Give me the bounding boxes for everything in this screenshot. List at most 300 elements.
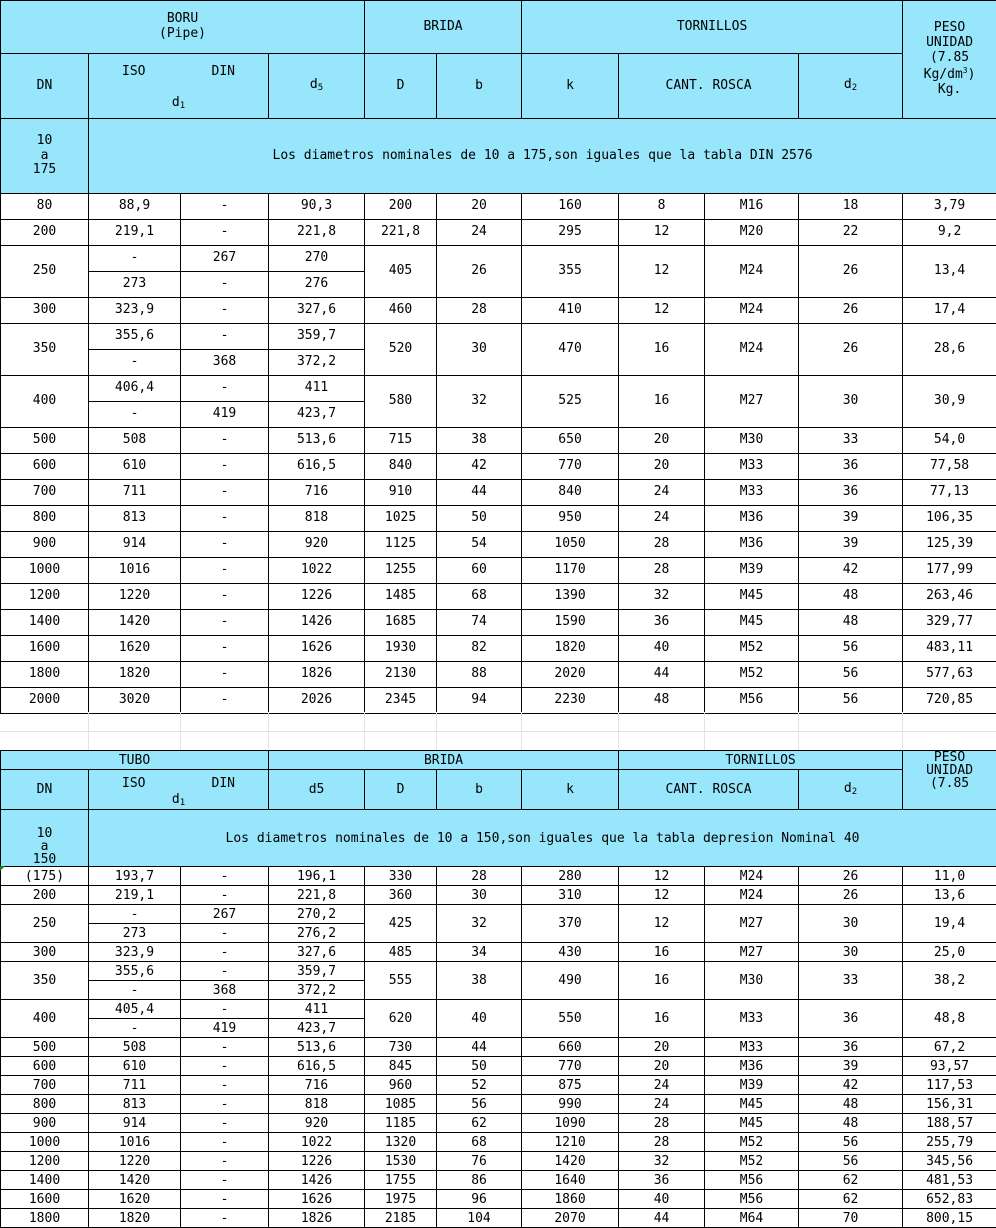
header-din: DIN [211, 64, 235, 80]
cell-rosca: M24 [705, 886, 799, 905]
cell-b: 52 [437, 1076, 522, 1095]
cell-d5: 818 [269, 1095, 365, 1114]
cell-d2: 56 [799, 636, 903, 662]
cell-D: 840 [365, 454, 437, 480]
cell-b: 38 [437, 428, 522, 454]
cell-cant: 24 [619, 1076, 705, 1095]
cell-d2: 56 [799, 1133, 903, 1152]
cell-d2: 30 [799, 943, 903, 962]
cell-dn: 350 [1, 324, 89, 376]
cell-dn: 800 [1, 506, 89, 532]
table-row [1, 867, 996, 886]
header-d5: d5 [269, 770, 365, 810]
cell-rosca: M24 [705, 246, 799, 298]
table-row [1, 532, 996, 558]
cell-cant: 16 [619, 376, 705, 428]
cell-b: 62 [437, 1114, 522, 1133]
cell-d2: 39 [799, 532, 903, 558]
cell-cant: 24 [619, 506, 705, 532]
cell-peso: 67,2 [903, 1038, 996, 1057]
cell-k: 410 [522, 298, 619, 324]
cell-iso: 610 [89, 1057, 181, 1076]
cell-d5: 1022 [269, 558, 365, 584]
cell-dn: 200 [1, 220, 89, 246]
cell-D: 1255 [365, 558, 437, 584]
cell-peso: 483,11 [903, 636, 996, 662]
cell-rosca: M45 [705, 610, 799, 636]
cell-k: 1210 [522, 1133, 619, 1152]
cell-d5: 423,7 [269, 1019, 365, 1038]
cell-k: 430 [522, 943, 619, 962]
cell-d5: 1626 [269, 1190, 365, 1209]
cell-d2: 56 [799, 1152, 903, 1171]
cell-rosca: M33 [705, 480, 799, 506]
cell-iso: 813 [89, 1095, 181, 1114]
cell-d5: 1826 [269, 662, 365, 688]
cell-d2: 36 [799, 480, 903, 506]
cell-k: 660 [522, 1038, 619, 1057]
cell-k: 875 [522, 1076, 619, 1095]
cell-b: 86 [437, 1171, 522, 1190]
cell-iso: 711 [89, 1076, 181, 1095]
cell-iso: 711 [89, 480, 181, 506]
cell-b: 32 [437, 905, 522, 943]
cell-d5: 1226 [269, 584, 365, 610]
cell-dn: 1200 [1, 584, 89, 610]
cell-din: - [181, 324, 269, 350]
cell-k: 1860 [522, 1190, 619, 1209]
cell-d5: 818 [269, 506, 365, 532]
cell-dn: 350 [1, 962, 89, 1000]
table-row [1, 1057, 996, 1076]
cell-D: 910 [365, 480, 437, 506]
cell-k: 2230 [522, 688, 619, 714]
cell-din: - [181, 962, 269, 981]
cell-peso: 481,53 [903, 1171, 996, 1190]
header-iso: ISO [122, 64, 146, 80]
cell-rosca: M33 [705, 1000, 799, 1038]
cell-din: - [181, 584, 269, 610]
cell-k: 490 [522, 962, 619, 1000]
cell-k: 470 [522, 324, 619, 376]
cell-iso: 323,9 [89, 298, 181, 324]
cell-din: - [181, 1114, 269, 1133]
cell-cant: 20 [619, 1057, 705, 1076]
cell-b: 68 [437, 1133, 522, 1152]
table-row [1, 1038, 996, 1057]
cell-peso: 28,6 [903, 324, 996, 376]
cell-dn: 1000 [1, 1133, 89, 1152]
cell-d5: 1022 [269, 1133, 365, 1152]
cell-iso: 3020 [89, 688, 181, 714]
table-row [1, 506, 996, 532]
cell-peso: 48,8 [903, 1000, 996, 1038]
cell-d5: 920 [269, 1114, 365, 1133]
cell-din: - [181, 220, 269, 246]
cell-cant: 32 [619, 584, 705, 610]
cell-cant: 40 [619, 1190, 705, 1209]
cell-d2: 62 [799, 1171, 903, 1190]
cell-iso: 914 [89, 1114, 181, 1133]
cell-d5: 2026 [269, 688, 365, 714]
cell-b: 44 [437, 480, 522, 506]
cell-iso: 610 [89, 454, 181, 480]
cell-din: - [181, 1190, 269, 1209]
header-pipe-label: BORU [166, 11, 199, 27]
cell-din: - [181, 480, 269, 506]
cell-peso: 30,9 [903, 376, 996, 428]
table-row [1, 662, 996, 688]
cell-peso: 177,99 [903, 558, 996, 584]
cell-peso: 577,63 [903, 662, 996, 688]
cell-peso: 25,0 [903, 943, 996, 962]
cell-peso: 106,35 [903, 506, 996, 532]
cell-b: 50 [437, 1057, 522, 1076]
header-bolts: TORNILLOS [619, 751, 903, 770]
cell-cant: 12 [619, 886, 705, 905]
cell-iso: 406,4 [89, 376, 181, 402]
cell-iso: 508 [89, 428, 181, 454]
header-din: DIN [211, 775, 235, 791]
cell-D: 2345 [365, 688, 437, 714]
cell-iso: 1620 [89, 636, 181, 662]
table-row [1, 610, 996, 636]
cell-dn: 1800 [1, 662, 89, 688]
cell-din: 368 [181, 350, 269, 376]
cell-iso: 1220 [89, 1152, 181, 1171]
cell-d2: 48 [799, 1095, 903, 1114]
cell-iso: 1016 [89, 1133, 181, 1152]
table-row [1, 376, 996, 402]
cell-peso: 720,85 [903, 688, 996, 714]
header-weight-line3: (7.85 [929, 50, 970, 66]
cell-cant: 40 [619, 636, 705, 662]
cell-rosca: M36 [705, 532, 799, 558]
cell-d2: 26 [799, 324, 903, 376]
cell-cant: 20 [619, 1038, 705, 1057]
cell-rosca: M45 [705, 1114, 799, 1133]
cell-rosca: M56 [705, 688, 799, 714]
header-D: D [365, 54, 437, 119]
cell-b: 28 [437, 298, 522, 324]
cell-din: - [181, 376, 269, 402]
cell-d2: 18 [799, 194, 903, 220]
table-row [1, 905, 996, 924]
cell-d5: 270,2 [269, 905, 365, 924]
header-iso: ISO [122, 775, 146, 791]
cell-iso: 273 [89, 272, 181, 298]
empty-rows [0, 712, 996, 750]
cell-dn: 500 [1, 428, 89, 454]
cell-b: 34 [437, 943, 522, 962]
cell-b: 30 [437, 886, 522, 905]
cell-rosca: M45 [705, 584, 799, 610]
cell-d5: 359,7 [269, 962, 365, 981]
cell-dn: 80 [1, 194, 89, 220]
cell-dn: 500 [1, 1038, 89, 1057]
cell-peso: 652,83 [903, 1190, 996, 1209]
cell-d2: 48 [799, 1114, 903, 1133]
cell-D: 221,8 [365, 220, 437, 246]
cell-din: - [181, 636, 269, 662]
cell-rosca: M27 [705, 376, 799, 428]
cell-d5: 221,8 [269, 886, 365, 905]
table-row [1, 454, 996, 480]
cell-rosca: M16 [705, 194, 799, 220]
cell-dn: 1000 [1, 558, 89, 584]
cell-din: - [181, 867, 269, 886]
cell-D: 405 [365, 246, 437, 298]
cell-k: 840 [522, 480, 619, 506]
table-row [1, 246, 996, 272]
header-weight-line1: PESO [933, 750, 966, 765]
cell-iso: 323,9 [89, 943, 181, 962]
cell-d2: 70 [799, 1209, 903, 1228]
cell-din: - [181, 298, 269, 324]
table-row [1, 324, 996, 350]
cell-dn: 700 [1, 480, 89, 506]
table-row [1, 1076, 996, 1095]
cell-b: 68 [437, 584, 522, 610]
cell-peso: 188,57 [903, 1114, 996, 1133]
cell-k: 160 [522, 194, 619, 220]
cell-cant: 24 [619, 1095, 705, 1114]
cell-dn: 2000 [1, 688, 89, 714]
table-row [1, 886, 996, 905]
note-text: Los diametros nominales de 10 a 150,son iguales que la tabla depresion Nominal 40 [89, 810, 996, 867]
cell-k: 550 [522, 1000, 619, 1038]
cell-iso: 219,1 [89, 220, 181, 246]
table-row [1, 943, 996, 962]
cell-dn: 250 [1, 905, 89, 943]
note-dn-range: 10 a 175 [1, 119, 89, 194]
cell-k: 310 [522, 886, 619, 905]
cell-iso: 508 [89, 1038, 181, 1057]
cell-peso: 13,6 [903, 886, 996, 905]
cell-b: 30 [437, 324, 522, 376]
cell-dn: 800 [1, 1095, 89, 1114]
cell-din: - [181, 1057, 269, 1076]
cell-rosca: M36 [705, 1057, 799, 1076]
cell-rosca: M56 [705, 1171, 799, 1190]
cell-d2: 39 [799, 1057, 903, 1076]
cell-k: 1170 [522, 558, 619, 584]
table-row [1, 1133, 996, 1152]
cell-din: 368 [181, 981, 269, 1000]
cell-rosca: M30 [705, 962, 799, 1000]
cell-din: - [181, 1133, 269, 1152]
cell-b: 44 [437, 1038, 522, 1057]
header-bolts: TORNILLOS [522, 1, 903, 54]
cell-d5: 221,8 [269, 220, 365, 246]
cell-D: 730 [365, 1038, 437, 1057]
cell-din: - [181, 610, 269, 636]
table-row [1, 1190, 996, 1209]
cell-d5: 411 [269, 1000, 365, 1019]
cell-d5: 276 [269, 272, 365, 298]
cell-rosca: M45 [705, 1095, 799, 1114]
table-row [1, 1152, 996, 1171]
cell-cant: 12 [619, 220, 705, 246]
cell-d5: 423,7 [269, 402, 365, 428]
cell-iso: 193,7 [89, 867, 181, 886]
cell-din: - [181, 532, 269, 558]
cell-d2: 42 [799, 1076, 903, 1095]
cell-rosca: M24 [705, 867, 799, 886]
cell-D: 1125 [365, 532, 437, 558]
cell-iso: - [89, 402, 181, 428]
cell-D: 520 [365, 324, 437, 376]
cell-b: 76 [437, 1152, 522, 1171]
cell-cant: 32 [619, 1152, 705, 1171]
cell-b: 60 [437, 558, 522, 584]
cell-din: - [181, 688, 269, 714]
cell-peso: 156,31 [903, 1095, 996, 1114]
cell-D: 580 [365, 376, 437, 428]
cell-rosca: M24 [705, 298, 799, 324]
cell-iso: 1820 [89, 662, 181, 688]
cell-cant: 44 [619, 662, 705, 688]
cell-cant: 12 [619, 246, 705, 298]
cell-k: 770 [522, 454, 619, 480]
header-weight: PESO UNIDAD (7.85 $Kg/dm^3$) Kg. [903, 1, 996, 119]
cell-din: 267 [181, 905, 269, 924]
cell-iso: 355,6 [89, 324, 181, 350]
cell-rosca: M36 [705, 506, 799, 532]
cell-d2: 42 [799, 558, 903, 584]
cell-iso: 88,9 [89, 194, 181, 220]
header-dn: DN [1, 54, 89, 119]
cell-din: 267 [181, 246, 269, 272]
cell-peso: 11,0 [903, 867, 996, 886]
cell-rosca: M52 [705, 636, 799, 662]
header-flange: BRIDA [269, 751, 619, 770]
cell-d5: 359,7 [269, 324, 365, 350]
cell-peso: 125,39 [903, 532, 996, 558]
table-row [1, 428, 996, 454]
cell-d2: 30 [799, 905, 903, 943]
cell-din: - [181, 272, 269, 298]
cell-marker [0, 866, 5, 871]
cell-d5: 1426 [269, 610, 365, 636]
cell-d2: 26 [799, 246, 903, 298]
cell-k: 990 [522, 1095, 619, 1114]
header-d5: $d_5$ [269, 54, 365, 119]
table-row [1, 194, 996, 220]
cell-d2: 56 [799, 662, 903, 688]
cell-peso: 17,4 [903, 298, 996, 324]
cell-dn: 400 [1, 1000, 89, 1038]
cell-peso: 3,79 [903, 194, 996, 220]
cell-rosca: M33 [705, 1038, 799, 1057]
cell-rosca: M52 [705, 1133, 799, 1152]
header-flange: BRIDA [365, 1, 522, 54]
cell-dn: 1800 [1, 1209, 89, 1228]
cell-D: 2185 [365, 1209, 437, 1228]
cell-din: 419 [181, 402, 269, 428]
cell-iso: 1820 [89, 1209, 181, 1228]
table-row [1, 220, 996, 246]
header-b: b [437, 770, 522, 810]
cell-rosca: M39 [705, 1076, 799, 1095]
cell-D: 620 [365, 1000, 437, 1038]
cell-b: 40 [437, 1000, 522, 1038]
header-b: b [437, 54, 522, 119]
note-dn-range: 10 a 150 [1, 810, 89, 867]
cell-din: - [181, 886, 269, 905]
cell-d2: 33 [799, 428, 903, 454]
cell-k: 1420 [522, 1152, 619, 1171]
cell-d2: 33 [799, 962, 903, 1000]
cell-D: 715 [365, 428, 437, 454]
cell-dn: 1400 [1, 610, 89, 636]
table-row [1, 1114, 996, 1133]
header-weight-line2: UNIDAD [926, 35, 974, 51]
cell-b: 88 [437, 662, 522, 688]
header-D: D [365, 770, 437, 810]
cell-d5: 1426 [269, 1171, 365, 1190]
table-row [1, 480, 996, 506]
cell-d2: 36 [799, 454, 903, 480]
cell-d5: 1226 [269, 1152, 365, 1171]
cell-D: 1085 [365, 1095, 437, 1114]
cell-k: 1590 [522, 610, 619, 636]
cell-peso: 13,4 [903, 246, 996, 298]
cell-k: 1820 [522, 636, 619, 662]
cell-dn: 600 [1, 454, 89, 480]
cell-iso: - [89, 246, 181, 272]
cell-k: 2070 [522, 1209, 619, 1228]
cell-dn: 600 [1, 1057, 89, 1076]
cell-din: - [181, 924, 269, 943]
header-weight-line2: UNIDAD [926, 763, 974, 778]
cell-din: - [181, 1000, 269, 1019]
table-row [1, 962, 996, 981]
cell-iso: - [89, 1019, 181, 1038]
cell-d5: 196,1 [269, 867, 365, 886]
cell-D: 1755 [365, 1171, 437, 1190]
cell-din: - [181, 943, 269, 962]
flange-table-2 [0, 750, 996, 1228]
cell-cant: 24 [619, 480, 705, 506]
cell-D: 425 [365, 905, 437, 943]
header-weight-line5: Kg. [937, 81, 962, 97]
cell-d2: 30 [799, 376, 903, 428]
cell-d5: 90,3 [269, 194, 365, 220]
cell-D: 1185 [365, 1114, 437, 1133]
cell-peso: 19,4 [903, 905, 996, 943]
cell-iso: - [89, 981, 181, 1000]
cell-b: 50 [437, 506, 522, 532]
cell-dn: 200 [1, 886, 89, 905]
cell-rosca: M52 [705, 662, 799, 688]
cell-cant: 36 [619, 610, 705, 636]
cell-peso: 329,77 [903, 610, 996, 636]
cell-dn: 400 [1, 376, 89, 428]
cell-cant: 36 [619, 1171, 705, 1190]
cell-cant: 28 [619, 532, 705, 558]
cell-peso: 77,13 [903, 480, 996, 506]
cell-din: - [181, 662, 269, 688]
cell-k: 355 [522, 246, 619, 298]
header-weight-line3: (7.85 [929, 776, 970, 791]
cell-d5: 920 [269, 532, 365, 558]
cell-d2: 48 [799, 584, 903, 610]
cell-d5: 513,6 [269, 428, 365, 454]
cell-b: 26 [437, 246, 522, 298]
cell-peso: 54,0 [903, 428, 996, 454]
cell-b: 24 [437, 220, 522, 246]
